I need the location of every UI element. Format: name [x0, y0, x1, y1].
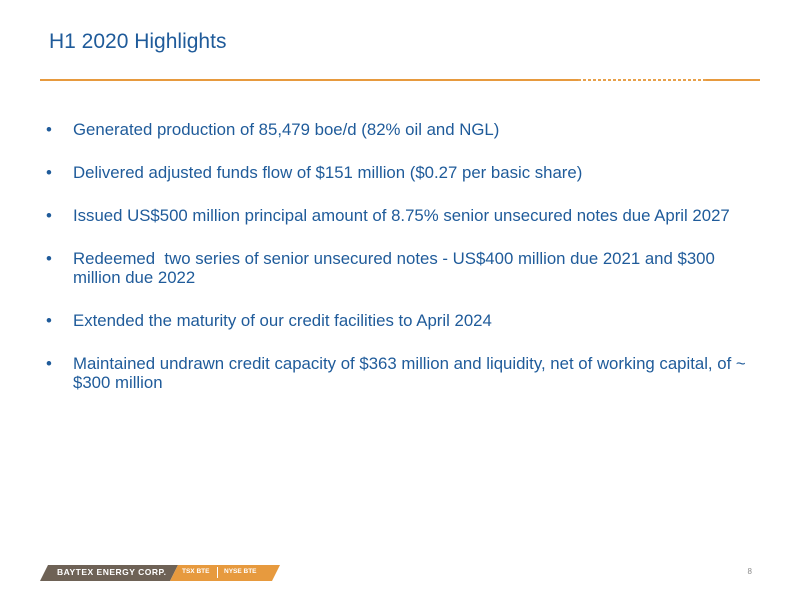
highlight-text: Maintained undrawn credit capacity of $363 million and liquidity, net of working capital, of ~ $300 million [73, 354, 746, 392]
highlight-text: Delivered adjusted funds flow of $151 million ($0.27 per basic share) [73, 163, 583, 182]
highlight-text: Redeemed two series of senior unsecured notes - US$400 million due 2021 and $300 million due 2022 [73, 249, 720, 287]
bullet-icon: • [46, 354, 52, 373]
highlight-item [46, 311, 746, 330]
bullet-icon: • [46, 163, 52, 182]
page-number: 8 [747, 567, 752, 576]
bullet-icon: • [46, 249, 52, 268]
slide-title: H1 2020 Highlights [49, 30, 227, 53]
highlight-item [46, 249, 746, 287]
divider-dashed-segment [578, 79, 706, 81]
highlight-text: Extended the maturity of our credit facilities to April 2024 [73, 311, 492, 330]
divider-solid-segment [40, 79, 578, 81]
divider-tail-segment [706, 79, 760, 81]
highlight-text: Generated production of 85,479 boe/d (82% oil and NGL) [73, 120, 500, 139]
title-divider [40, 79, 760, 83]
highlight-text: Issued US$500 million principal amount of 8.75% senior unsecured notes due April 2027 [73, 206, 730, 225]
bullet-icon: • [46, 311, 52, 330]
bullet-icon: • [46, 206, 52, 225]
highlight-item [46, 206, 746, 225]
highlight-item [46, 120, 746, 139]
highlight-item [46, 163, 746, 182]
highlights-list [46, 120, 746, 416]
ticker-tsx: TSX BTE [182, 568, 210, 575]
footer-brand-band [40, 565, 290, 581]
ticker-separator [217, 567, 218, 578]
bullet-icon: • [46, 120, 52, 139]
company-name: BAYTEX ENERGY CORP. [57, 567, 167, 577]
highlight-item [46, 354, 746, 392]
ticker-nyse: NYSE BTE [224, 568, 257, 575]
